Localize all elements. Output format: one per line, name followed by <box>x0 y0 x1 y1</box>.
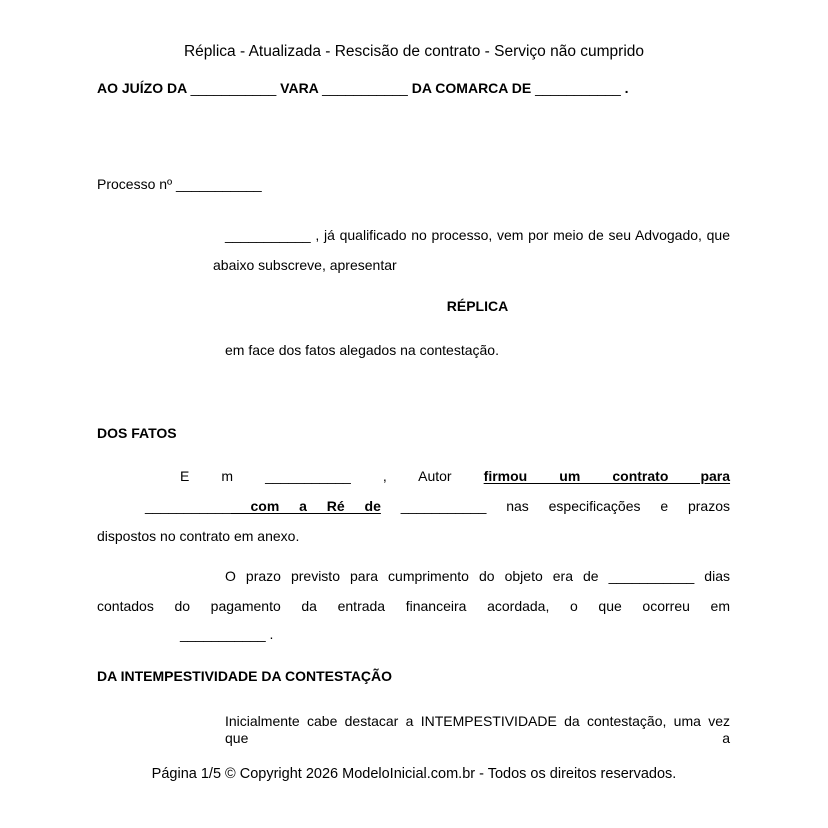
fatos-bold-underline-text: firmou um contrato para <box>483 468 731 484</box>
blank-field-vara: ___________ <box>190 80 277 96</box>
document-title: Réplica - Atualizada - Rescisão de contrato - Serviço não cumprido <box>183 43 645 60</box>
blank-field-re-name: ___________ <box>380 498 487 514</box>
fatos-paragraph-line-1 <box>180 468 730 485</box>
party-qualification-line-1 <box>225 227 730 244</box>
page-footer: Página 1/5 © Copyright 2026 ModeloInicial.com.br - Todos os direitos reservados. <box>151 766 677 782</box>
prazo-text: dias <box>694 568 730 584</box>
em-face-line: em face dos fatos alegados na contestação. <box>225 342 499 358</box>
prazo-text: . <box>265 626 274 642</box>
prazo-text: O prazo previsto para cumprimento do objeto era de <box>225 568 609 584</box>
fatos-paragraph-line-3: dispostos no contrato em anexo. <box>97 528 300 544</box>
blank-field-contract-object: ___________ <box>145 498 231 514</box>
blank-field-vara-number: ___________ <box>322 80 408 96</box>
blank-field-days: ___________ <box>608 568 695 584</box>
fatos-paragraph-line-2 <box>145 498 730 515</box>
fatos-text: nas especificações e prazos <box>486 498 730 514</box>
qualification-text: , já qualificado no processo, vem por meio de seu Advogado, que <box>310 227 730 243</box>
blank-field-party-name: ___________ <box>225 227 311 243</box>
fatos-bold-underline-text: com a Ré de <box>230 498 381 514</box>
blank-field-case-number: ___________ <box>176 176 262 192</box>
dos-fatos-heading: DOS FATOS <box>97 425 177 441</box>
addressing-text: VARA <box>276 80 323 96</box>
addressing-text: DA COMARCA DE <box>407 80 536 96</box>
fatos-text: E m <box>180 468 266 484</box>
case-number-label: Processo nº <box>97 176 177 192</box>
intempestividade-paragraph-line-1: Inicialmente cabe destacar a INTEMPESTIVIDADE da contestação, uma vez que a <box>225 713 730 746</box>
intempestividade-heading: DA INTEMPESTIVIDADE DA CONTESTAÇÃO <box>97 668 393 684</box>
addressing-text: AO JUÍZO DA <box>97 80 191 96</box>
blank-field-payment-date: ___________ <box>180 626 266 642</box>
prazo-paragraph-line-1 <box>225 568 730 585</box>
fatos-text: , Autor <box>350 468 484 484</box>
blank-field-comarca: ___________ <box>535 80 621 96</box>
blank-field-date: ___________ <box>265 468 351 484</box>
case-number-line <box>97 176 262 193</box>
prazo-paragraph-line-2: contados do pagamento da entrada financeira acordada, o que ocorreu em <box>97 598 730 614</box>
addressing-text: . <box>620 80 629 96</box>
prazo-paragraph-line-3 <box>180 626 273 643</box>
party-qualification-line-2: abaixo subscreve, apresentar <box>213 257 397 273</box>
replica-heading: RÉPLICA <box>446 298 509 314</box>
court-addressing-line <box>97 80 738 97</box>
